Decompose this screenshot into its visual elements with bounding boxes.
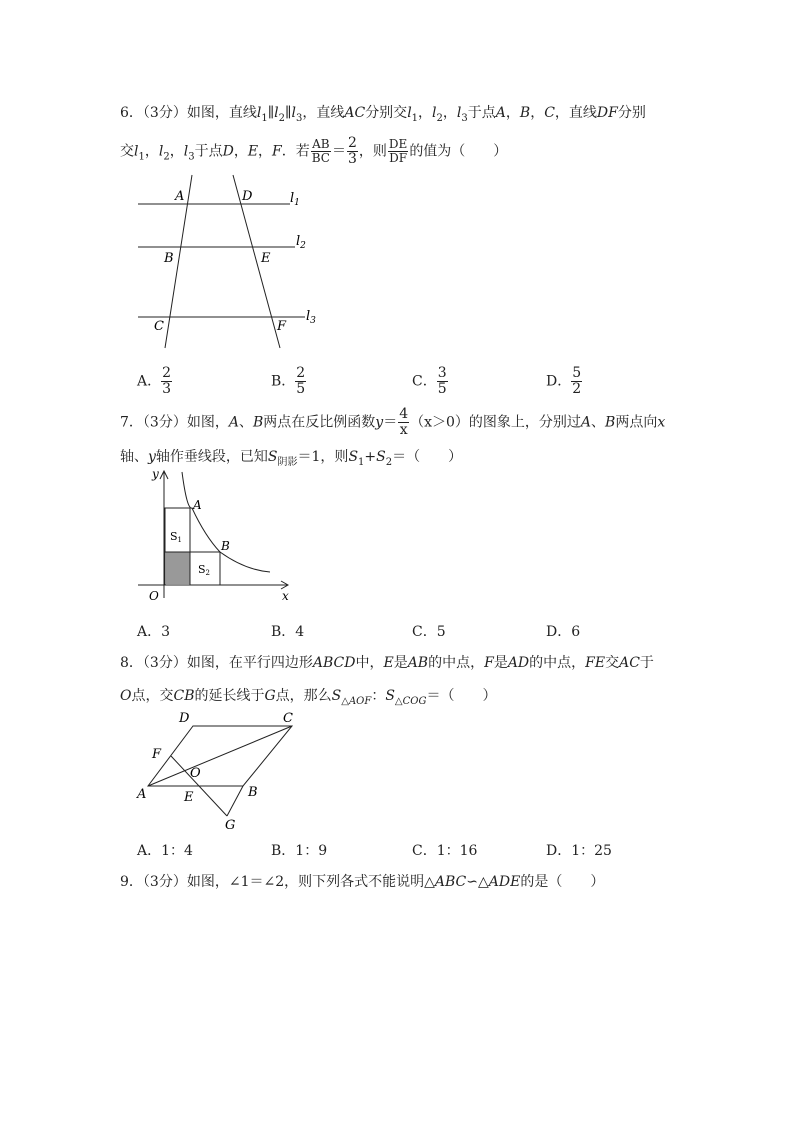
- label-B: B: [164, 251, 174, 266]
- label-l2: $l_2$: [296, 234, 306, 251]
- label-l1: $l_1$: [290, 191, 300, 208]
- label-A: A: [193, 498, 202, 512]
- q6-figure: [130, 170, 330, 355]
- label-A: A: [175, 189, 185, 204]
- label-B: B: [248, 785, 258, 800]
- q8-option-a[interactable]: A．1：4: [137, 843, 193, 859]
- q7-line1: 7．（3分）如图，A、B两点在反比例函数y＝ $\frac{4}{x}$ （x＞0）的图象上，分别过A、B两点向x: [120, 406, 666, 438]
- q7-option-a[interactable]: A．3: [137, 624, 171, 640]
- line-df: [233, 175, 280, 348]
- q7-option-c[interactable]: C．5: [412, 624, 446, 640]
- q7-line2: 轴、y轴作垂线段，已知$S_{阴影}=1$，则$S_1+S_2=$（ ）: [120, 449, 463, 468]
- q6-option-d[interactable]: D． $\frac{5}{2}$: [546, 365, 582, 397]
- label-E: E: [184, 790, 194, 805]
- q9-number: 9．: [120, 874, 143, 890]
- hyperbola-curve: [182, 472, 270, 572]
- q6-line1: 6．（3分）如图，直线$l_1\parallel l_2\parallel l_3$，直线AC分别交$l_1$，$l_2$，$l_3$于点A，B，C，直线DF分别: [120, 105, 646, 124]
- label-A: A: [137, 787, 147, 802]
- q8-figure: [135, 706, 310, 836]
- shaded-region: [166, 552, 190, 584]
- q6-option-c[interactable]: C． $\frac{3}{5}$: [412, 365, 447, 397]
- label-D: D: [179, 711, 190, 726]
- diagonal-ac: [148, 726, 292, 786]
- label-S1: S1: [170, 530, 183, 544]
- label-F: F: [277, 319, 287, 334]
- q6-option-a[interactable]: A． $\frac{2}{3}$: [137, 365, 172, 397]
- q7-number: 7．: [120, 414, 143, 431]
- label-O: O: [190, 766, 201, 781]
- q8-line2: O点，交CB的延长线于G点，那么$S_{\triangle AOF}$：$S_{\triangle COG}=$（ ）: [120, 688, 497, 707]
- q7-option-b[interactable]: B．4: [271, 624, 305, 640]
- q8-option-c[interactable]: C．1：16: [412, 843, 478, 859]
- label-O: O: [149, 589, 159, 603]
- q8-option-b[interactable]: B．1：9: [271, 843, 328, 859]
- q6-fraction-de-df: $\frac{DE}{DF}$: [388, 137, 408, 165]
- label-D: D: [242, 189, 253, 204]
- q6-number: 6．: [120, 105, 143, 121]
- q6-fraction-ab-bc: $\frac{AB}{BC}$: [311, 137, 330, 165]
- label-B: B: [221, 539, 230, 553]
- q7-option-d[interactable]: D．6: [546, 624, 581, 640]
- q6-fraction-2-3: $\frac{2}{3}$: [348, 135, 357, 167]
- q7-figure: [135, 466, 300, 606]
- q8-line1: 8．（3分）如图，在平行四边形ABCD中，E是AB的中点，F是AD的中点，FE交AC于: [120, 655, 654, 671]
- label-y: y: [152, 467, 159, 481]
- label-C: C: [283, 711, 293, 726]
- label-E: E: [261, 251, 271, 266]
- q6-option-b[interactable]: B． $\frac{2}{5}$: [271, 365, 306, 397]
- q6-score: （3分）: [142, 105, 187, 121]
- label-S2: S2: [198, 563, 211, 577]
- label-G: G: [225, 818, 236, 833]
- q7-score: （3分）: [142, 414, 187, 431]
- label-F: F: [152, 747, 162, 762]
- q6-line2: 交$l_1$，$l_2$，$l_3$于点D，E，F．若 $\frac{AB}{BC}$ ＝ $\frac{2}{3}$ ，则 $\frac{DE}{DF}$ 的值为（ ）: [120, 135, 508, 167]
- label-l3: $l_3$: [306, 309, 316, 326]
- q8-option-d[interactable]: D．1：25: [546, 843, 612, 859]
- q9-line1: 9．（3分）如图，∠1＝∠2，则下列各式不能说明△ABC∽△ADE的是（ ）: [120, 874, 605, 890]
- q8-score: （3分）: [142, 655, 187, 671]
- q8-number: 8．: [120, 655, 143, 671]
- q9-score: （3分）: [142, 874, 187, 890]
- label-x: x: [282, 589, 289, 603]
- q7-fraction-4-x: $\frac{4}{x}$: [399, 406, 409, 438]
- label-C: C: [154, 319, 164, 334]
- line-bg: [227, 786, 243, 816]
